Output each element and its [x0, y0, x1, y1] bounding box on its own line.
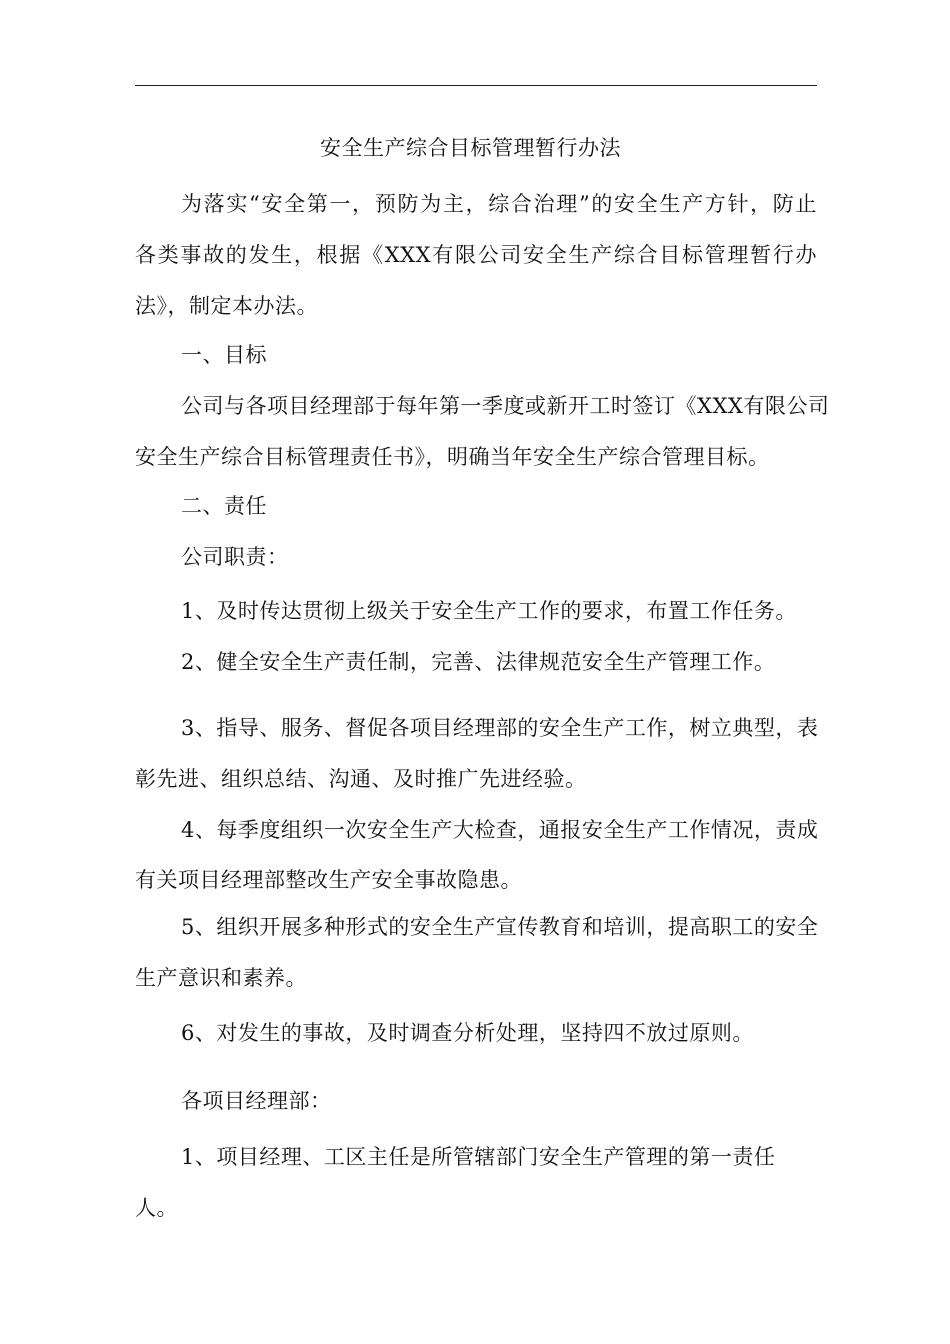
header-rule	[135, 85, 817, 86]
goal-line-2: 安全生产综合目标管理责任书》，明确当年安全生产综合管理目标。	[135, 445, 770, 469]
duty-item-6: 6、对发生的事故，及时调查分析处理，坚持四不放过原则。	[181, 1021, 754, 1045]
company-duties-heading: 公司职责：	[181, 545, 289, 569]
duty-item-2: 2、健全安全生产责任制，完善、法律规范安全生产管理工作。	[181, 650, 776, 674]
section-heading-responsibility: 二、责任	[181, 494, 267, 518]
duty-item-4-line-2: 有关项目经理部整改生产安全事故隐患。	[135, 868, 522, 892]
dept-item-1-line-1: 1、项目经理、工区主任是所管辖部门安全生产管理的第一责任	[181, 1145, 776, 1169]
goal-line-1: 公司与各项目经理部于每年第一季度或新开工时签订《XXX有限公司	[181, 394, 830, 418]
duty-item-5-line-2: 生产意识和素养。	[135, 966, 307, 990]
section-heading-goal: 一、目标	[181, 343, 267, 367]
document-title: 安全生产综合目标管理暂行办法	[320, 136, 621, 160]
intro-line-3: 法》，制定本办法。	[135, 294, 318, 318]
dept-item-1-line-2: 人。	[135, 1196, 178, 1220]
duty-item-5-line-1: 5、组织开展多种形式的安全生产宣传教育和培训，提高职工的安全	[181, 915, 819, 939]
duty-item-4-line-1: 4、每季度组织一次安全生产大检查，通报安全生产工作情况，责成	[181, 818, 819, 842]
duty-item-1: 1、及时传达贯彻上级关于安全生产工作的要求，布置工作任务。	[181, 599, 797, 623]
project-dept-heading: 各项目经理部：	[181, 1089, 332, 1113]
intro-line-2: 各类事故的发生，根据《XXX有限公司安全生产综合目标管理暂行办	[135, 243, 817, 267]
intro-line-1: 为落实“安全第一，预防为主，综合治理”的安全生产方针，防止	[181, 192, 817, 216]
duty-item-3-line-1: 3、指导、服务、督促各项目经理部的安全生产工作，树立典型，表	[181, 716, 819, 740]
duty-item-3-line-2: 彰先进、组织总结、沟通、及时推广先进经验。	[135, 767, 587, 791]
